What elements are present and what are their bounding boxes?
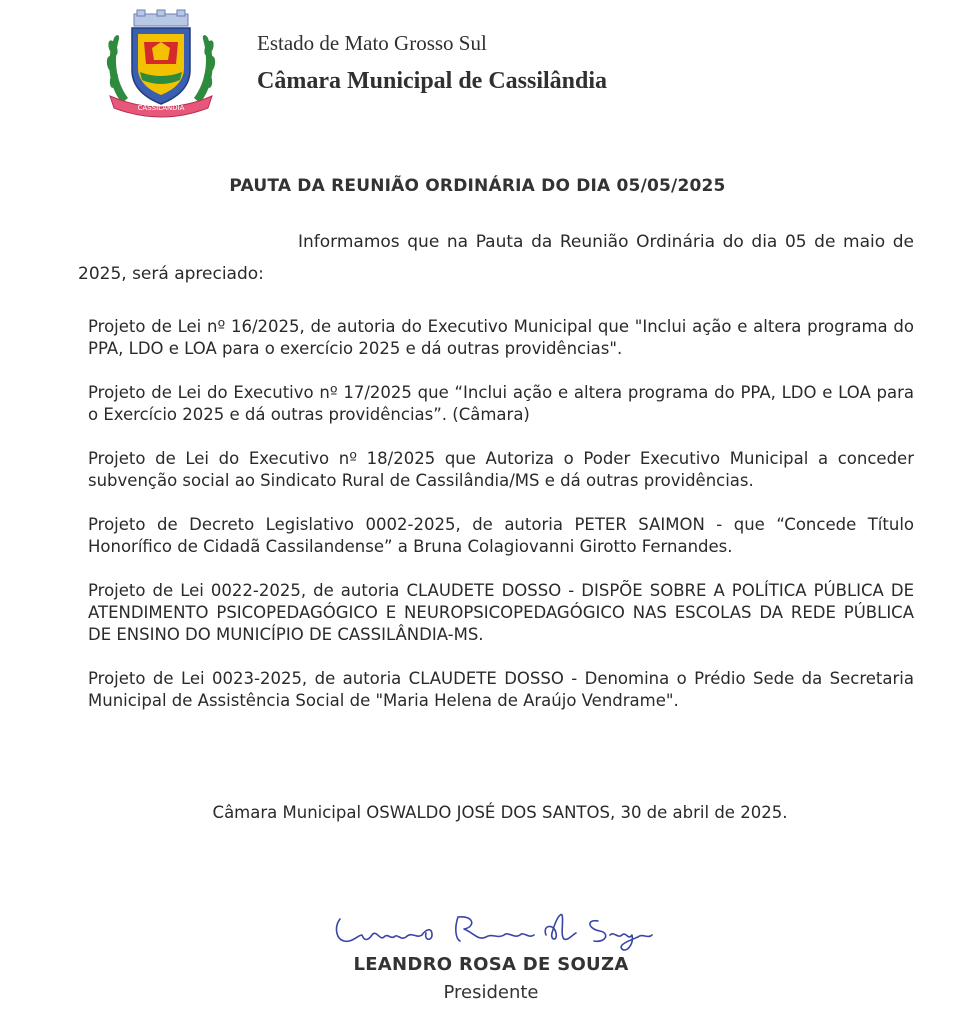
agenda-item: Projeto de Decreto Legislativo 0002-2025, de autoria PETER SAIMON - que “Concede Título Honorífico de Cidadã Cassilandense” a Bruna Colagiovanni Girotto Fernandes.: [88, 515, 914, 556]
closing-line: Câmara Municipal OSWALDO JOSÉ DOS SANTOS, 30 de abril de 2025.: [212, 803, 788, 822]
agenda-item: Projeto de Lei do Executivo nº 18/2025 que Autoriza o Poder Executivo Municipal a conceder subvenção social ao Sindicato Rural de Cassilândia/MS e dá outras providências.: [88, 449, 914, 490]
agenda-items: [88, 316, 914, 734]
handwritten-signature: [328, 905, 658, 957]
agenda-item: Projeto de Lei nº 16/2025, de autoria do Executivo Municipal que "Inclui ação e altera programa do PPA, LDO e LOA para o exercício 2025 e dá outras providências".: [88, 317, 914, 358]
agenda-item: Projeto de Lei 0023-2025, de autoria CLAUDETE DOSSO - Denomina o Prédio Sede da Secretaria Municipal de Assistência Social de "Maria Helena de Araújo Vendrame".: [88, 669, 914, 710]
municipal-crest-icon: [104, 8, 218, 120]
signer-role: Presidente: [443, 982, 539, 1003]
signer-name: LEANDRO ROSA DE SOUZA: [353, 954, 629, 975]
intro-paragraph: Informamos que na Pauta da Reunião Ordinária do dia 05 de maio de 2025, será apreciado:: [78, 232, 914, 284]
crest-ribbon-text: CASSILÂNDIA: [137, 104, 185, 112]
document-title: PAUTA DA REUNIÃO ORDINÁRIA DO DIA 05/05/2025: [229, 176, 726, 196]
header-state: Estado de Mato Grosso Sul: [257, 31, 487, 55]
agenda-item: Projeto de Lei 0022-2025, de autoria CLAUDETE DOSSO - DISPÕE SOBRE A POLÍTICA PÚBLICA DE ATENDIMENTO PSICOPEDAGÓGICO E NEUROPSICOPEDAGÓGICO NAS ESCOLAS DA REDE PÚBLICA DE ENSINO DO MUNICÍPIO DE CASSILÂNDIA-MS.: [88, 581, 914, 644]
agenda-item: Projeto de Lei do Executivo nº 17/2025 que “Inclui ação e altera programa do PPA, LDO e LOA para o Exercício 2025 e dá outras providências”. (Câmara): [88, 383, 914, 424]
header-organization: Câmara Municipal de Cassilândia: [257, 68, 608, 94]
